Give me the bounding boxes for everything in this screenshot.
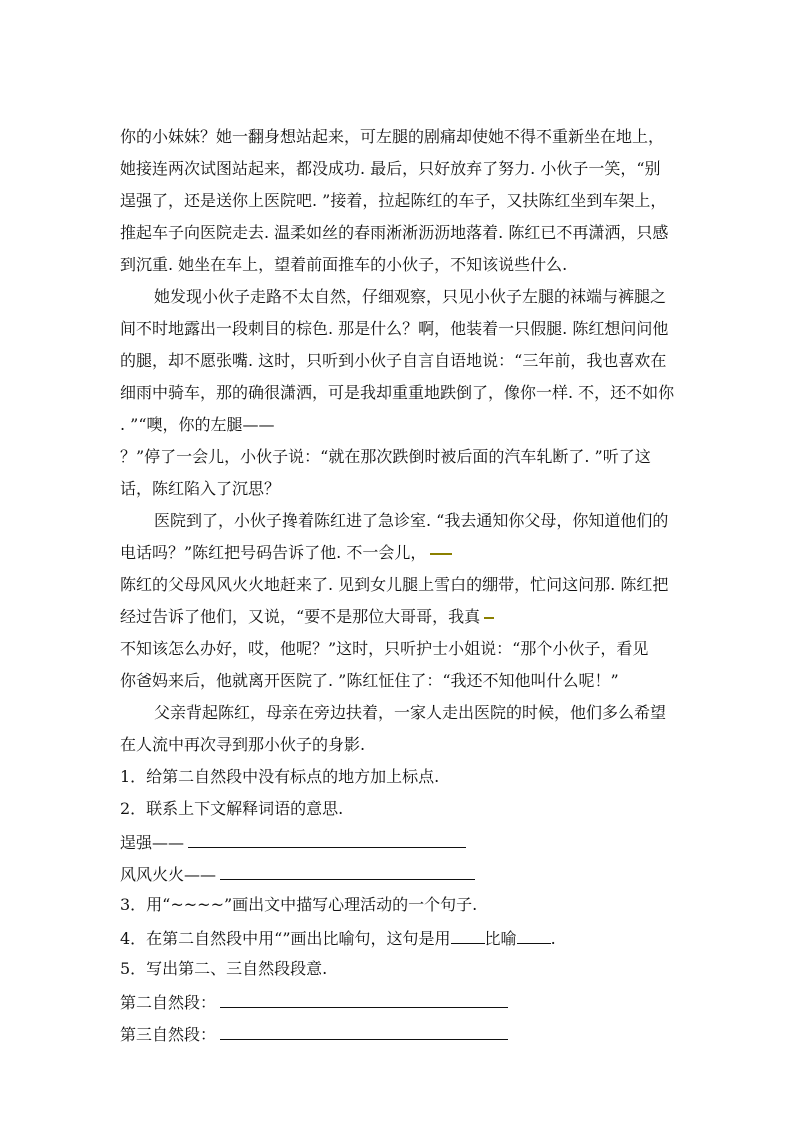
omission-dash	[430, 553, 452, 555]
passage-line: 逞强了，还是送你上医院吧. ”接着，拉起陈红的车子，又扶陈红坐到车架上，	[120, 191, 667, 210]
passage-line	[120, 607, 680, 639]
question-5-item	[120, 991, 680, 1023]
question-text: .	[550, 929, 556, 948]
passage-line: 你的小妹妹？她一翻身想站起来，可左腿的剧痛却使她不得不重新坐在地上，	[120, 127, 665, 146]
question-5-item	[120, 1023, 680, 1055]
answer-blank[interactable]	[188, 831, 466, 848]
passage-line: 父亲背起陈红，母亲在旁边扶着，一家人走出医院的时候，他们多么希望	[154, 703, 667, 722]
question-2-item	[120, 831, 680, 863]
passage-line: 你爸妈来后，他就离开医院了. ”陈红怔住了：“我还不知他叫什么呢！”	[120, 671, 619, 690]
answer-blank[interactable]	[451, 927, 485, 944]
passage-line: 不知该怎么办好，哎，他呢？”这时，只听护士小姐说：“那个小伙子，看见	[120, 639, 649, 658]
question-3: 3．用“~~~~”画出文中描写心理活动的一个句子.	[120, 895, 478, 914]
passage-line: 医院到了，小伙子搀着陈红进了急诊室. “我去通知你父母，你知道他们的	[154, 511, 669, 530]
answer-blank[interactable]	[220, 863, 475, 880]
passage-line: 细雨中骑车，那的确很潇洒，可是我却重重地跌倒了，像你一样. 不，还不如你	[120, 383, 675, 402]
question-2: 2．联系上下文解释词语的意思.	[120, 799, 344, 818]
question-4	[120, 927, 680, 959]
passage-line: 间不时地露出一段刺目的棕色. 那是什么？啊，他装着一只假腿. 陈红想问问他	[120, 319, 669, 338]
passage-line: 她发现小伙子走路不太自然，仔细观察，只见小伙子左腿的袜端与裤腿之	[154, 287, 667, 306]
passage-line: 到沉重. 她坐在车上，望着前面推车的小伙子，不知该说些什么.	[120, 255, 568, 274]
passage-line: . ”“噢，你的左腿——	[120, 415, 275, 434]
passage-line: 她接连两次试图站起来，都没成功. 最后，只好放弃了努力. 小伙子一笑，“别	[120, 159, 661, 178]
question-1: 1．给第二自然段中没有标点的地方加上标点.	[120, 767, 440, 786]
answer-label: 第三自然段：	[120, 1025, 217, 1044]
passage-line: 在人流中再次寻到那小伙子的身影.	[120, 735, 366, 754]
answer-blank[interactable]	[517, 927, 551, 944]
omission-dash	[484, 617, 494, 619]
question-2-item	[120, 863, 680, 895]
answer-blank[interactable]	[220, 991, 508, 1008]
passage-text: 经过告诉了他们，又说，“要不是那位大哥哥，我真	[120, 607, 481, 626]
term-label: 风风火火——	[120, 865, 217, 884]
passage-line: 推起车子向医院走去. 温柔如丝的春雨淅淅沥沥地落着. 陈红已不再潇洒，只感	[120, 223, 669, 242]
term-label: 逞强——	[120, 833, 185, 852]
passage-line	[120, 543, 680, 575]
passage-text: 电话吗？”陈红把号码告诉了他. 不一会儿，	[120, 543, 427, 562]
passage-line: 话，陈红陷入了沉思？	[120, 479, 281, 498]
question-text: 4．在第二自然段中用“”画出比喻句，这句是用	[120, 929, 451, 948]
passage-line: 陈红的父母风风火火地赶来了. 见到女儿腿上雪白的绷带，忙问这问那. 陈红把	[120, 575, 669, 594]
answer-label: 第二自然段：	[120, 993, 217, 1012]
passage-line: 的腿，却不愿张嘴. 这时，只听到小伙子自言自语地说：“三年前，我也喜欢在	[120, 351, 667, 370]
question-text: 比喻	[484, 929, 517, 948]
worksheet-content	[120, 127, 680, 1055]
answer-blank[interactable]	[220, 1023, 508, 1040]
question-5: 5．写出第二、三自然段段意.	[120, 959, 328, 978]
passage-line: ？”停了一会儿，小伙子说：“就在那次跌倒时被后面的汽车轧断了. ”听了这	[120, 447, 651, 466]
